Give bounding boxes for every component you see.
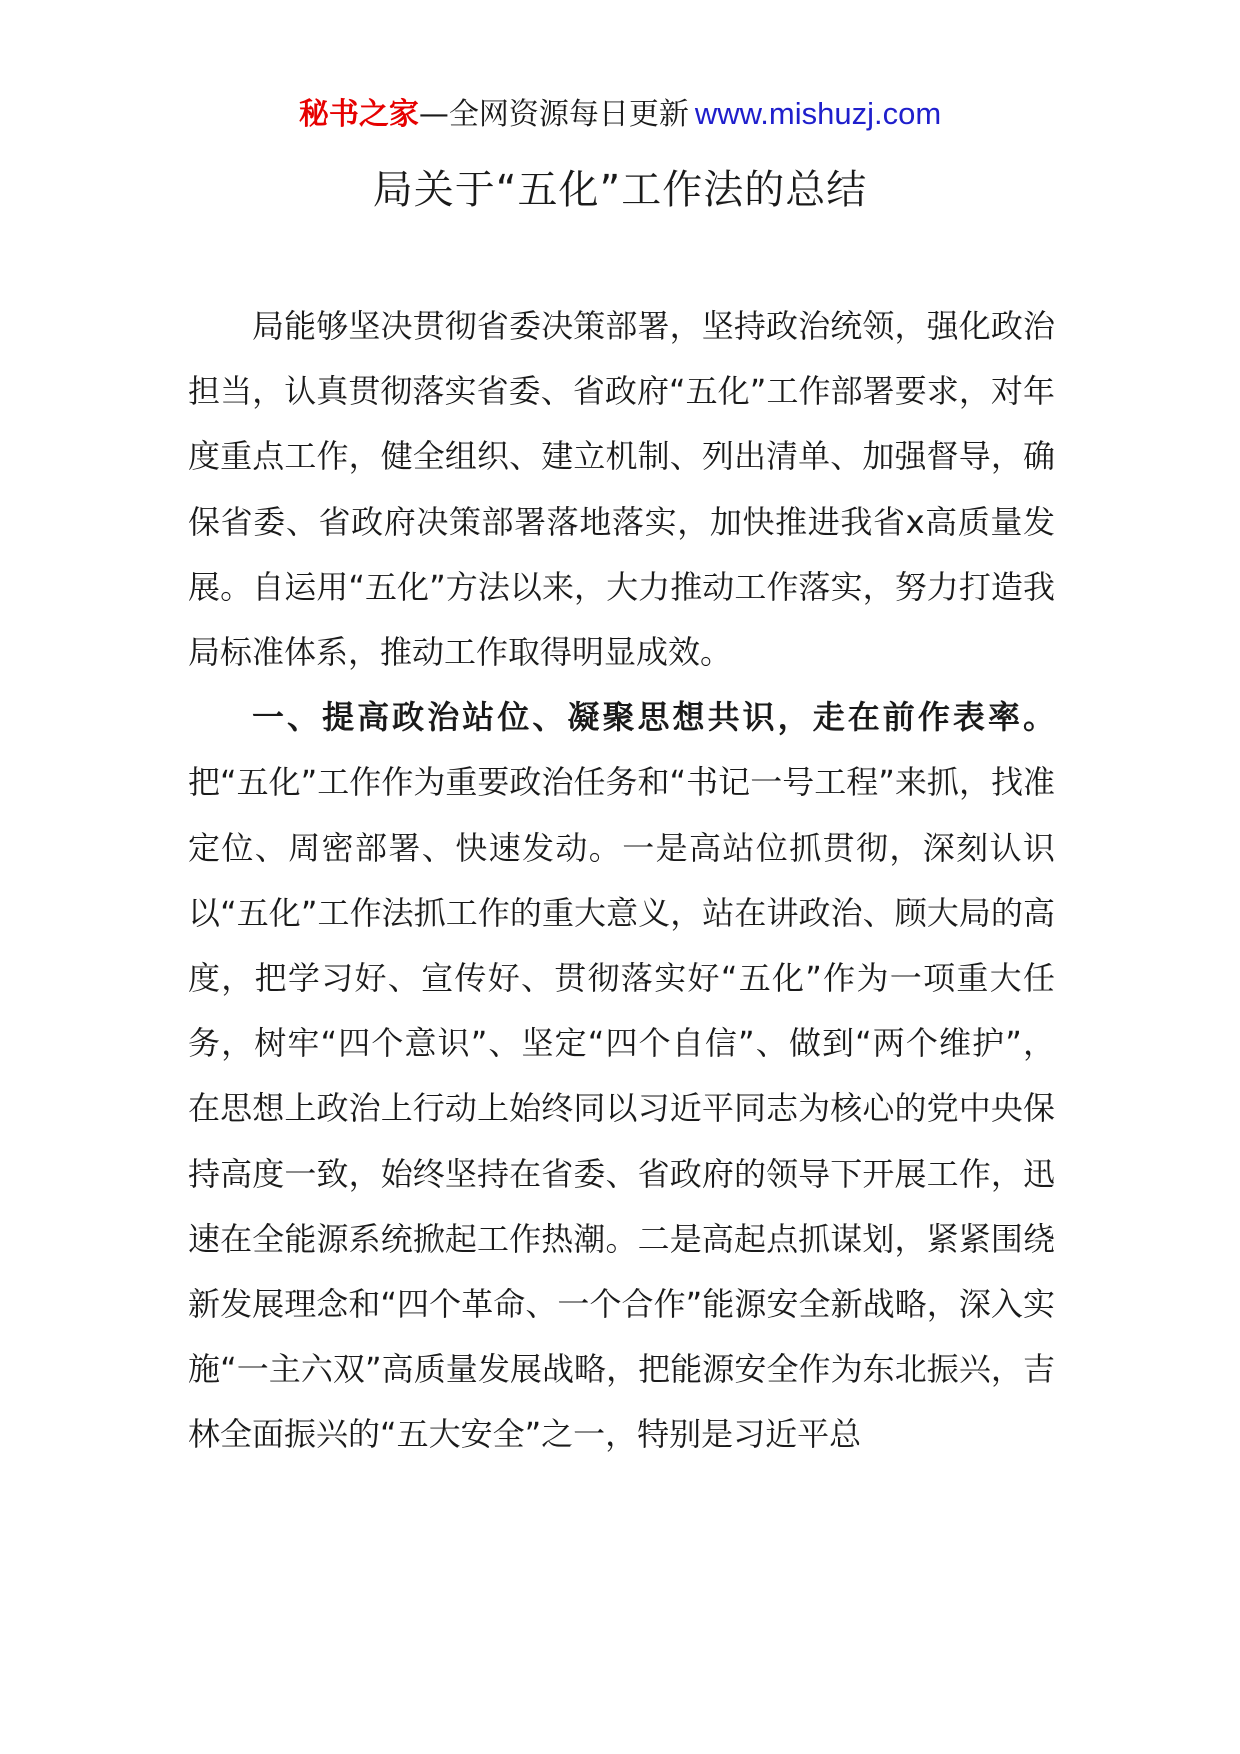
- brand-name: 秘书之家: [298, 97, 419, 132]
- intro-paragraph: 局能够坚决贯彻省委决策部署，坚持政治统领，强化政治担当，认真贯彻落实省委、省政府“五化”工作部署要求，对年度重点工作，健全组织、建立机制、列出清单、加强督导，确保省委、省政府决策部署落地落实，加快推进我省x高质量发展。自运用“五化”方法以来，大力推动工作落实，努力打造我局标准体系，推动工作取得明显成效。: [188, 307, 1055, 672]
- header-tagline: —全网资源每日更新: [418, 97, 689, 132]
- section-1-heading: 一、提高政治站位、凝聚思想共识，走在前作表率。: [252, 698, 1055, 737]
- document-body: [188, 294, 1055, 1468]
- section-1-paragraph: [188, 685, 1055, 1467]
- site-url-link[interactable]: www.mishuzj.com: [694, 96, 942, 131]
- site-header: [0, 94, 1240, 135]
- document-title: 局关于“五化”工作法的总结: [372, 167, 868, 213]
- section-1-text: 把“五化”工作作为重要政治任务和“书记一号工程”来抓，找准定位、周密部署、快速发动。一是高站位抓贯彻，深刻认识以“五化”工作法抓工作的重大意义，站在讲政治、顾大局的高度，把学习好、宣传好、贯彻落实好“五化”作为一项重大任务，树牢“四个意识”、坚定“四个自信”、做到“两个维护”，在思想上政治上行动上始终同以习近平同志为核心的党中央保持高度一致，始终坚持在省委、省政府的领导下开展工作，迅速在全能源系统掀起工作热潮。二是高起点抓谋划，紧紧围绕新发展理念和“四个革命、一个合作”能源安全新战略，深入实施“一主六双”高质量发展战略，把能源安全作为东北振兴，吉林全面振兴的“五大安全”之一，特别是习近平总: [188, 763, 1055, 1454]
